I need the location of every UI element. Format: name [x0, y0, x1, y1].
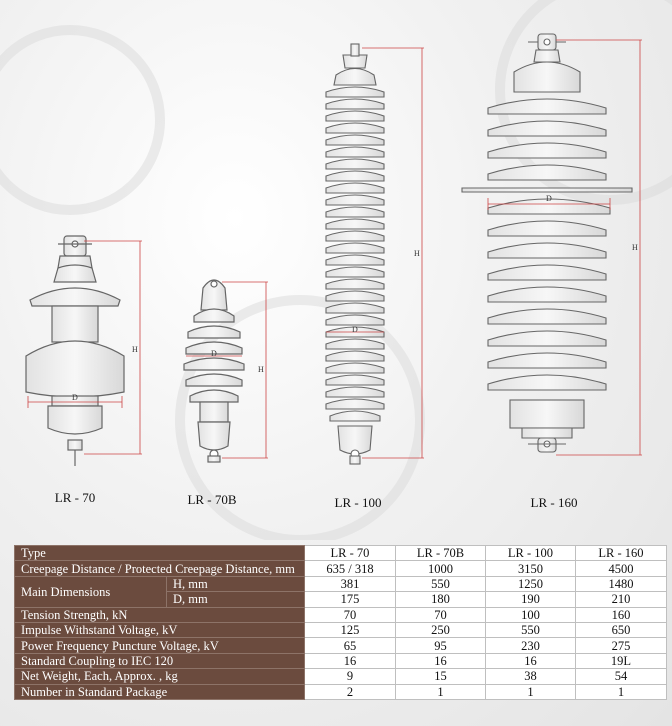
- row-label: Tension Strength, kN: [15, 607, 305, 622]
- cell: 9: [305, 669, 396, 684]
- h-mark-lr70b: H: [258, 365, 264, 374]
- cell: 95: [396, 638, 486, 653]
- cell: 1250: [486, 576, 576, 591]
- cell: 635 / 318: [305, 561, 396, 576]
- cell: 1: [396, 684, 486, 699]
- cell: 2: [305, 684, 396, 699]
- d-mark-lr160: D: [546, 194, 552, 203]
- table-row: [15, 669, 667, 684]
- cell: 1000: [396, 561, 486, 576]
- row-label: Number in Standard Package: [15, 684, 305, 699]
- row-sublabel: D, mm: [167, 592, 305, 607]
- insulator-lr-70: [26, 236, 124, 466]
- cell: 175: [305, 592, 396, 607]
- cell: 210: [576, 592, 667, 607]
- cell: 4500: [576, 561, 667, 576]
- table-row: [15, 684, 667, 699]
- cell: 550: [486, 622, 576, 637]
- h-mark-lr160: H: [632, 243, 638, 252]
- table-row: [15, 653, 667, 668]
- header-cell-lr-70b: LR - 70B: [396, 546, 486, 561]
- row-sublabel: H, mm: [167, 576, 305, 591]
- cell: 16: [486, 653, 576, 668]
- cell: 180: [396, 592, 486, 607]
- insulator-lr-160: [462, 34, 632, 452]
- cell: 160: [576, 607, 667, 622]
- insulator-lr-100: [326, 44, 384, 464]
- model-label-lr-100: LR - 100: [334, 495, 382, 510]
- table-row: [15, 638, 667, 653]
- row-label: Impulse Withstand Voltage, kV: [15, 622, 305, 637]
- cell: 381: [305, 576, 396, 591]
- cell: 54: [576, 669, 667, 684]
- cell: 1: [486, 684, 576, 699]
- model-label-lr-160: LR - 160: [530, 495, 578, 510]
- cell: 1: [576, 684, 667, 699]
- row-label: Net Weight, Each, Approx. , kg: [15, 669, 305, 684]
- row-label: Standard Coupling to IEC 120: [15, 653, 305, 668]
- d-mark-lr70: D: [72, 393, 78, 402]
- model-label-lr-70: LR - 70: [54, 490, 96, 505]
- cell: 16: [396, 653, 486, 668]
- cell: 250: [396, 622, 486, 637]
- cell: 275: [576, 638, 667, 653]
- h-mark-lr100: H: [414, 249, 420, 258]
- table-row: [15, 561, 667, 576]
- cell: 550: [396, 576, 486, 591]
- cell: 16: [305, 653, 396, 668]
- d-mark-lr100: D: [352, 325, 358, 334]
- cell: 65: [305, 638, 396, 653]
- specification-table: [14, 545, 667, 700]
- cell: 190: [486, 592, 576, 607]
- table-row: [15, 607, 667, 622]
- cell: 70: [396, 607, 486, 622]
- row-label: Power Frequency Puncture Voltage, kV: [15, 638, 305, 653]
- model-label-lr-70b: LR - 70B: [187, 492, 237, 507]
- cell: 38: [486, 669, 576, 684]
- row-label: Creepage Distance / Protected Creepage Distance, mm: [15, 561, 305, 576]
- cell: 100: [486, 607, 576, 622]
- header-cell-lr-160: LR - 160: [576, 546, 667, 561]
- table-header-row: [15, 546, 667, 561]
- table-row: [15, 622, 667, 637]
- header-cell-lr-100: LR - 100: [486, 546, 576, 561]
- cell: 650: [576, 622, 667, 637]
- table-row: [15, 576, 667, 591]
- header-cell-lr-70: LR - 70: [305, 546, 396, 561]
- cell: 3150: [486, 561, 576, 576]
- header-type-label: Type: [15, 546, 305, 561]
- row-label: Main Dimensions: [15, 576, 167, 607]
- cell: 1480: [576, 576, 667, 591]
- cell: 15: [396, 669, 486, 684]
- cell: 125: [305, 622, 396, 637]
- cell: 19L: [576, 653, 667, 668]
- cell: 230: [486, 638, 576, 653]
- cell: 70: [305, 607, 396, 622]
- d-mark-lr70b: D: [211, 349, 217, 358]
- h-mark-lr70: H: [132, 345, 138, 354]
